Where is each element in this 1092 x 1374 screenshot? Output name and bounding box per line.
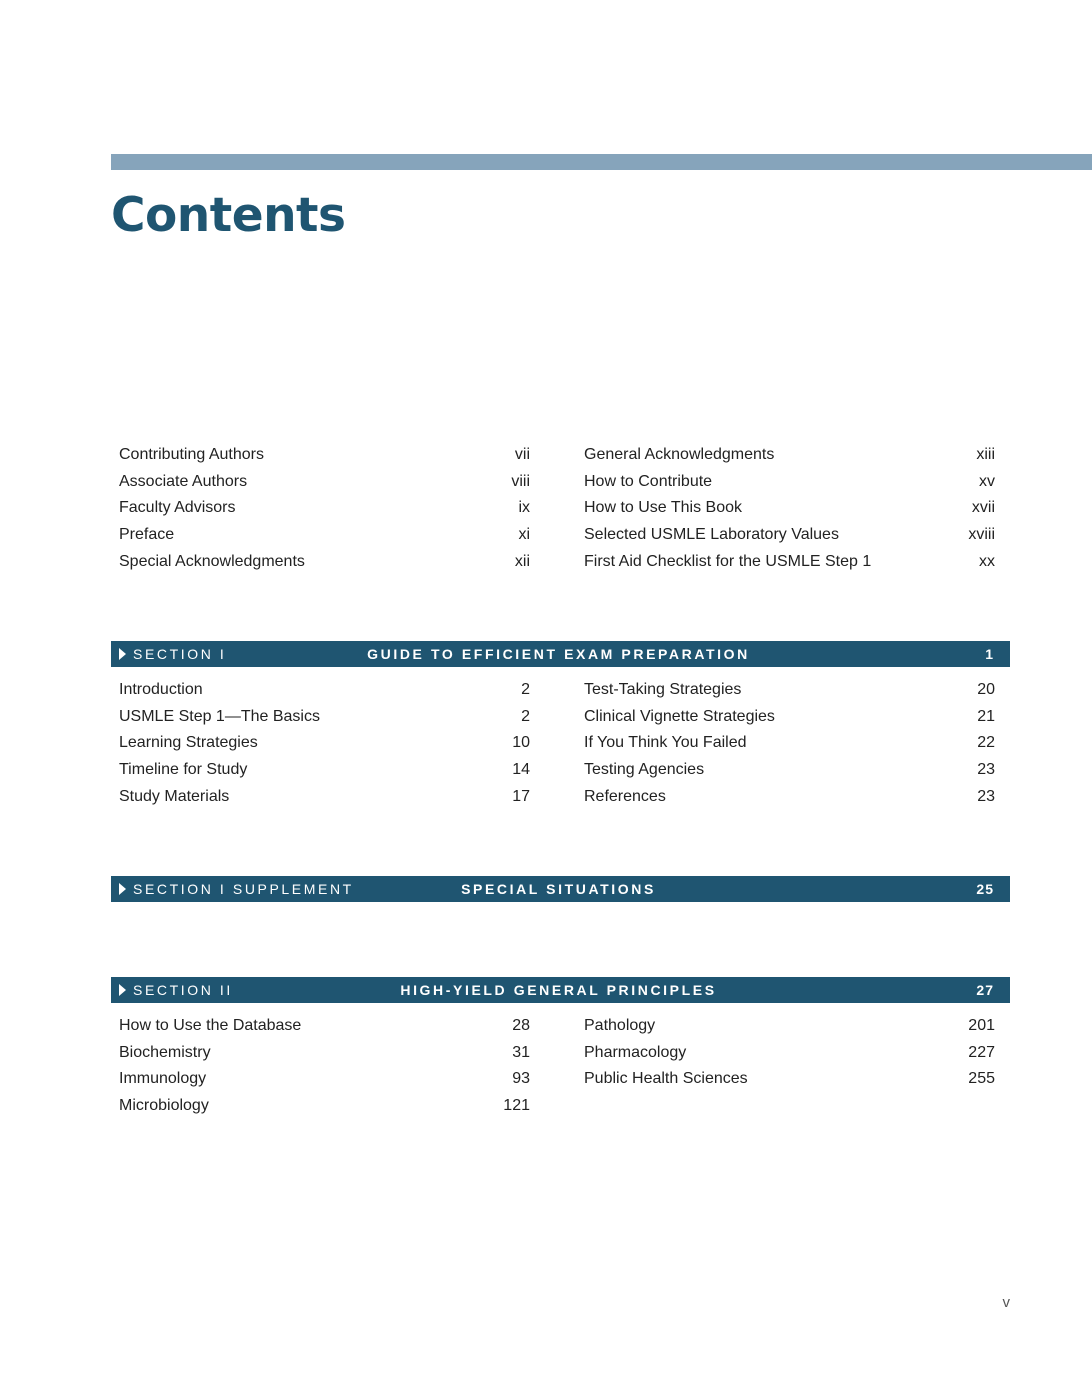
- toc-entry-label: Timeline for Study: [119, 761, 248, 779]
- toc-entry-label: Contributing Authors: [119, 446, 264, 463]
- section-right-column: [584, 1013, 995, 1093]
- toc-entry-label: USMLE Step 1—The Basics: [119, 707, 320, 725]
- toc-entry-label: Pharmacology: [584, 1043, 687, 1061]
- toc-entry[interactable]: [119, 1093, 530, 1120]
- toc-entry[interactable]: [119, 549, 530, 576]
- section-page: 25: [976, 881, 994, 897]
- section-header-bar[interactable]: [111, 876, 1010, 902]
- toc-entry-label: Test-Taking Strategies: [584, 681, 742, 698]
- section-label-text: SECTION II: [133, 982, 233, 998]
- toc-entry[interactable]: [119, 784, 530, 811]
- top-rule: [111, 154, 1092, 170]
- toc-entry-page: 255: [968, 1070, 995, 1088]
- toc-entry-page: 121: [503, 1097, 530, 1115]
- section-right-column: [584, 677, 995, 810]
- section-left-column: [119, 1013, 530, 1120]
- toc-entry-page: 201: [968, 1017, 995, 1034]
- toc-entry[interactable]: [584, 495, 995, 522]
- toc-entry[interactable]: [584, 469, 995, 496]
- toc-entry[interactable]: [119, 704, 530, 731]
- toc-entry[interactable]: [119, 469, 530, 496]
- toc-entry-page: 28: [512, 1017, 530, 1034]
- toc-entry-page: 227: [968, 1043, 995, 1061]
- toc-entry[interactable]: [584, 677, 995, 704]
- section-left-column: [119, 677, 530, 810]
- toc-entry-label: First Aid Checklist for the USMLE Step 1: [584, 552, 872, 570]
- toc-entry-label: Selected USMLE Laboratory Values: [584, 526, 839, 544]
- toc-entry-page: 2: [521, 707, 530, 725]
- toc-entry-page: 14: [512, 761, 530, 779]
- toc-entry-label: How to Use This Book: [584, 499, 742, 517]
- toc-entry[interactable]: [584, 704, 995, 731]
- toc-entry[interactable]: [119, 442, 530, 469]
- toc-entry-page: xiii: [976, 446, 995, 463]
- toc-entry-label: Public Health Sciences: [584, 1070, 748, 1088]
- toc-entry[interactable]: [584, 442, 995, 469]
- toc-entry[interactable]: [584, 784, 995, 811]
- toc-entry-label: Faculty Advisors: [119, 499, 236, 517]
- toc-entry-page: 17: [512, 787, 530, 805]
- toc-entry-label: Study Materials: [119, 787, 230, 805]
- toc-entry-page: 2: [521, 681, 530, 698]
- section-page: 1: [985, 646, 994, 662]
- toc-entry-page: xv: [979, 472, 995, 490]
- toc-entry-page: viii: [511, 472, 530, 490]
- page-title: Contents: [111, 188, 346, 243]
- toc-entry-page: xii: [514, 552, 530, 570]
- toc-entry[interactable]: [119, 495, 530, 522]
- toc-entry-page: 23: [977, 787, 995, 805]
- section-page: 27: [976, 982, 994, 998]
- section-label-text: SECTION I SUPPLEMENT: [133, 881, 354, 897]
- toc-entry[interactable]: [119, 1013, 530, 1040]
- front-matter-left-column: [119, 442, 530, 575]
- toc-entry-label: If You Think You Failed: [584, 734, 747, 752]
- toc-entry-page: 21: [977, 707, 995, 725]
- toc-entry-page: 20: [977, 681, 995, 698]
- toc-entry-label: Clinical Vignette Strategies: [584, 707, 775, 725]
- toc-entry-label: References: [584, 787, 666, 805]
- toc-entry-label: Special Acknowledgments: [119, 552, 305, 570]
- toc-entry[interactable]: [119, 757, 530, 784]
- toc-entry[interactable]: [119, 730, 530, 757]
- page-number: v: [1002, 1294, 1010, 1311]
- toc-entry[interactable]: [119, 677, 530, 704]
- toc-entry-label: Microbiology: [119, 1097, 209, 1115]
- toc-entry-page: xx: [979, 552, 995, 570]
- toc-entry-page: 10: [512, 734, 530, 752]
- section-header-bar[interactable]: [111, 977, 1010, 1003]
- toc-entry-label: Testing Agencies: [584, 761, 705, 779]
- front-matter-right-column: [584, 442, 995, 575]
- toc-entry[interactable]: [584, 757, 995, 784]
- section-title: SPECIAL SITUATIONS: [461, 881, 656, 897]
- toc-entry-page: xi: [518, 526, 530, 544]
- section-title: GUIDE TO EFFICIENT EXAM PREPARATION: [367, 646, 750, 662]
- toc-entry-label: General Acknowledgments: [584, 446, 775, 463]
- toc-entry[interactable]: [584, 549, 995, 576]
- toc-entry[interactable]: [119, 522, 530, 549]
- section-header-bar[interactable]: [111, 641, 1010, 667]
- toc-entry-page: xvii: [971, 499, 995, 517]
- toc-entry-page: 31: [512, 1043, 530, 1061]
- toc-entry-label: Pathology: [584, 1017, 656, 1034]
- toc-entry-label: Biochemistry: [119, 1043, 211, 1061]
- toc-entry[interactable]: [119, 1066, 530, 1093]
- toc-entry[interactable]: [584, 522, 995, 549]
- toc-entry-label: Immunology: [119, 1070, 207, 1088]
- toc-entry[interactable]: [584, 1066, 995, 1093]
- toc-entry-label: Associate Authors: [119, 472, 248, 490]
- toc-entry-label: Preface: [119, 526, 175, 544]
- toc-entry-page: 23: [977, 761, 995, 779]
- section-label-text: SECTION I: [133, 646, 227, 662]
- toc-entry-label: Learning Strategies: [119, 734, 258, 752]
- toc-entry[interactable]: [119, 1040, 530, 1067]
- toc-entry-page: xviii: [968, 526, 995, 544]
- toc-entry-page: vii: [514, 446, 530, 463]
- toc-entry-page: ix: [518, 499, 530, 517]
- toc-entry[interactable]: [584, 1013, 995, 1040]
- toc-entry[interactable]: [584, 1040, 995, 1067]
- section-title: HIGH-YIELD GENERAL PRINCIPLES: [400, 982, 717, 998]
- toc-entry-page: 22: [977, 734, 995, 752]
- toc-entry-page: 93: [512, 1070, 530, 1088]
- toc-entry-label: How to Contribute: [584, 472, 713, 490]
- toc-entry[interactable]: [584, 730, 995, 757]
- toc-entry-label: Introduction: [119, 681, 203, 698]
- toc-entry-label: How to Use the Database: [119, 1017, 302, 1034]
